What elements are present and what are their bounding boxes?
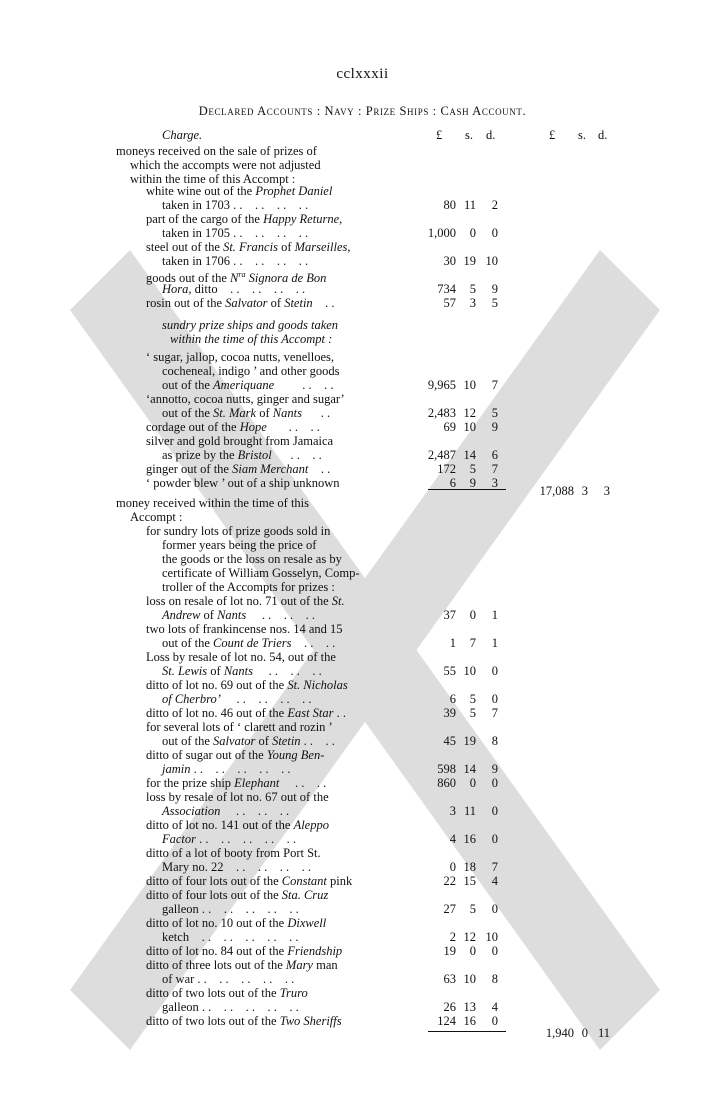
amount-shilling: 15: [463, 874, 476, 888]
amount-pound: 2,483: [427, 406, 456, 420]
entry-text: out of the St. Mark of Nants . .: [162, 406, 331, 420]
entry-text: cocheneal, indigo ’ and other goods: [162, 364, 340, 378]
amount-shilling: 0: [469, 944, 476, 958]
amount-pound: 37: [443, 608, 456, 622]
entry-text: Hora, ditto . . . . . . . .: [162, 282, 306, 296]
section2-sub: troller of the Accompts for prizes :: [162, 580, 335, 594]
amount-pound: 6: [449, 692, 456, 706]
section2-sub: the goods or the loss on resale as by: [162, 552, 342, 566]
amount-pence: 5: [491, 296, 498, 310]
amount-pence: 0: [491, 944, 498, 958]
amount-pence: 7: [491, 462, 498, 476]
entry-text: galleon . . . . . . . . . .: [162, 902, 299, 916]
entry-text: ditto of two lots out of the Two Sheriffs: [146, 1014, 342, 1028]
total-shilling: 0: [581, 1026, 588, 1040]
amount-pence: 0: [491, 692, 498, 706]
entry-text: ditto of four lots out of the Constant pink: [146, 874, 353, 888]
amount-pound: 45: [443, 734, 456, 748]
amount-shilling: 0: [469, 608, 476, 622]
amount-shilling: 11: [463, 198, 476, 212]
entry-text: white wine out of the Prophet Daniel: [146, 184, 333, 198]
amount-pound: 2,487: [427, 448, 456, 462]
total-pound: 17,088: [539, 484, 574, 498]
amount-shilling: 10: [463, 972, 476, 986]
amount-shilling: 0: [469, 226, 476, 240]
amount-shilling: 10: [463, 664, 476, 678]
entry-text: taken in 1705 . . . . . . . .: [162, 226, 309, 240]
entry-text: taken in 1706 . . . . . . . .: [162, 254, 309, 268]
entry-text: steel out of the St. Francis of Marseilles,: [146, 240, 351, 254]
section1-intro: within the time of this Accompt :: [130, 172, 296, 186]
entry-text: out of the Salvator of Stetin . . . .: [162, 734, 335, 748]
amount-pound: 80: [443, 198, 456, 212]
amount-pence: 0: [491, 664, 498, 678]
entry-text: two lots of frankincense nos. 14 and 15: [146, 622, 343, 636]
total-pound: 1,940: [545, 1026, 574, 1040]
amount-shilling: 12: [463, 930, 476, 944]
amount-pound: 55: [443, 664, 456, 678]
entry-text: as prize by the Bristol . . . .: [162, 448, 322, 462]
amount-shilling: 16: [463, 832, 476, 846]
amount-pence: 7: [491, 378, 498, 392]
amount-shilling: 9: [469, 476, 476, 490]
amount-shilling: 5: [469, 282, 476, 296]
amount-shilling: 5: [469, 902, 476, 916]
amount-pence: 7: [491, 706, 498, 720]
entry-text: rosin out of the Salvator of Stetin . .: [146, 296, 335, 310]
amount-shilling: 10: [463, 378, 476, 392]
entry-text: silver and gold brought from Jamaica: [146, 434, 334, 448]
subtotal-rule: [428, 1031, 506, 1032]
amount-pence: 4: [491, 874, 498, 888]
entry-text: out of the Ameriquane . . . .: [162, 378, 334, 392]
amount-pence: 7: [491, 860, 498, 874]
amount-pence: 1: [491, 636, 498, 650]
entry-text: cordage out of the Hope . . . .: [146, 420, 320, 434]
amount-pence: 8: [491, 972, 498, 986]
entry-text: ginger out of the Siam Merchant . .: [146, 462, 331, 476]
section1-intro: which the accompts were not adjusted: [130, 158, 321, 172]
section2-intro: money received within the time of this: [116, 496, 310, 510]
entry-text: goods out of the $N^{ra}$ Signora de Bon: [146, 270, 327, 286]
section2-sub: former years being the price of: [162, 538, 317, 552]
entry-text: ditto of a lot of booty from Port St.: [146, 846, 321, 860]
total-pence: 11: [597, 1026, 610, 1040]
amount-shilling: 19: [463, 734, 476, 748]
entry-text: ditto of two lots out of the Truro: [146, 986, 308, 1000]
entry-text: loss by resale of lot no. 67 out of the: [146, 790, 329, 804]
amount-pence: 0: [491, 226, 498, 240]
amount-pound: 30: [443, 254, 456, 268]
entry-text: ‘annotto, cocoa nutts, ginger and sugar’: [146, 392, 345, 406]
col-pence-1: d.: [486, 128, 496, 142]
entry-text: ditto of lot no. 10 out of the Dixwell: [146, 916, 327, 930]
entry-text: Association . . . . . .: [162, 804, 290, 818]
amount-pound: 69: [443, 420, 456, 434]
amount-pence: 3: [491, 476, 498, 490]
amount-pound: 63: [443, 972, 456, 986]
amount-pound: 172: [437, 462, 456, 476]
amount-shilling: 14: [463, 448, 476, 462]
entry-text: for several lots of ‘ clarett and rozin ’: [146, 720, 333, 734]
entry-text: ditto of lot no. 84 out of the Friendship: [146, 944, 343, 958]
amount-pound: 57: [443, 296, 456, 310]
col-shilling-1: s.: [465, 128, 473, 142]
amount-pence: 2: [491, 198, 498, 212]
amount-shilling: 14: [463, 762, 476, 776]
entry-text: St. Lewis of Nants . . . . . .: [162, 664, 322, 678]
amount-pound: 4: [449, 832, 456, 846]
entry-text: of war . . . . . . . . . .: [162, 972, 295, 986]
amount-shilling: 0: [469, 776, 476, 790]
entry-text: of Cherbro’ . . . . . . . .: [162, 692, 312, 706]
amount-pound: 0: [449, 860, 456, 874]
section2-sub: certificate of William Gosselyn, Comp-: [162, 566, 360, 580]
amount-pound: 598: [437, 762, 456, 776]
amount-pound: 19: [443, 944, 456, 958]
entry-text: ditto of sugar out of the Young Ben-: [146, 748, 325, 762]
charge-label: Charge.: [162, 128, 203, 142]
entry-text: out of the Count de Triers . . . .: [162, 636, 336, 650]
entry-text: Andrew of Nants . . . . . .: [162, 608, 316, 622]
amount-shilling: 11: [463, 804, 476, 818]
entry-text: part of the cargo of the Happy Returne,: [146, 212, 343, 226]
amount-pence: 0: [491, 902, 498, 916]
amount-pence: 1: [491, 608, 498, 622]
amount-pence: 0: [491, 776, 498, 790]
section2-intro: Accompt :: [130, 510, 183, 524]
amount-pence: 10: [485, 254, 498, 268]
amount-shilling: 5: [469, 706, 476, 720]
amount-shilling: 5: [469, 462, 476, 476]
page-number: cclxxxii: [336, 66, 389, 82]
col-pound-1: £: [436, 128, 443, 142]
amount-pound: 860: [437, 776, 456, 790]
amount-pence: 6: [491, 448, 498, 462]
entry-text: ketch . . . . . . . . . .: [162, 930, 299, 944]
amount-shilling: 13: [463, 1000, 476, 1014]
amount-pound: 22: [443, 874, 456, 888]
entry-text: ditto of lot no. 69 out of the St. Nicholas: [146, 678, 348, 692]
amount-pence: 0: [491, 1014, 498, 1028]
section2-sub: for sundry lots of prize goods sold in: [146, 524, 331, 538]
section1-subheading: sundry prize ships and goods taken: [162, 318, 339, 332]
amount-pence: 0: [491, 832, 498, 846]
entry-text: taken in 1703 . . . . . . . .: [162, 198, 309, 212]
entry-text: for the prize ship Elephant . . . .: [146, 776, 327, 790]
amount-pound: 3: [449, 804, 456, 818]
amount-shilling: 12: [463, 406, 476, 420]
amount-pound: 39: [443, 706, 456, 720]
total-pence: 3: [603, 484, 610, 498]
amount-pound: 2: [449, 930, 456, 944]
amount-pence: 9: [491, 762, 498, 776]
section1-intro: moneys received on the sale of prizes of: [116, 144, 317, 158]
amount-shilling: 10: [463, 420, 476, 434]
entry-text: ‘ powder blew ’ out of a ship unknown: [146, 476, 340, 490]
amount-pound: 1,000: [427, 226, 456, 240]
amount-pence: 4: [491, 1000, 498, 1014]
amount-pound: 124: [437, 1014, 456, 1028]
amount-pound: 1: [449, 636, 456, 650]
col-pound-2: £: [549, 128, 556, 142]
amount-shilling: 19: [463, 254, 476, 268]
entry-text: ‘ sugar, jallop, cocoa nutts, venelloes,: [146, 350, 334, 364]
amount-shilling: 7: [469, 636, 476, 650]
amount-shilling: 5: [469, 692, 476, 706]
total-shilling: 3: [581, 484, 588, 498]
entry-text: Loss by resale of lot no. 54, out of the: [146, 650, 336, 664]
amount-pound: 6: [449, 476, 456, 490]
amount-shilling: 3: [469, 296, 476, 310]
amount-pence: 5: [491, 406, 498, 420]
entry-text: ditto of lot no. 141 out of the Aleppo: [146, 818, 329, 832]
col-shilling-2: s.: [578, 128, 586, 142]
amount-pound: 734: [437, 282, 456, 296]
entry-text: Factor . . . . . . . . . .: [162, 832, 297, 846]
entry-text: ditto of three lots out of the Mary man: [146, 958, 338, 972]
amount-pound: 27: [443, 902, 456, 916]
amount-pence: 10: [485, 930, 498, 944]
amount-pound: 26: [443, 1000, 456, 1014]
amount-pence: 8: [491, 734, 498, 748]
amount-pence: 9: [491, 420, 498, 434]
page-heading: Declared Accounts : Navy : Prize Ships : Cash Account.: [198, 104, 527, 118]
entry-text: ditto of lot no. 46 out of the East Star . .: [146, 706, 346, 720]
amount-shilling: 16: [463, 1014, 476, 1028]
section1-subheading: within the time of this Accompt :: [170, 332, 333, 346]
amount-pound: 9,965: [427, 378, 456, 392]
amount-shilling: 18: [463, 860, 476, 874]
entry-text: Mary no. 22 . . . . . . . .: [162, 860, 311, 874]
entry-text: loss on resale of lot no. 71 out of the St.: [146, 594, 345, 608]
entry-text: galleon . . . . . . . . . .: [162, 1000, 299, 1014]
entry-text: jamin . . . . . . . . . .: [162, 762, 291, 776]
amount-pence: 9: [491, 282, 498, 296]
amount-pence: 0: [491, 804, 498, 818]
col-pence-2: d.: [598, 128, 608, 142]
entry-text: ditto of four lots out of the Sta. Cruz: [146, 888, 329, 902]
